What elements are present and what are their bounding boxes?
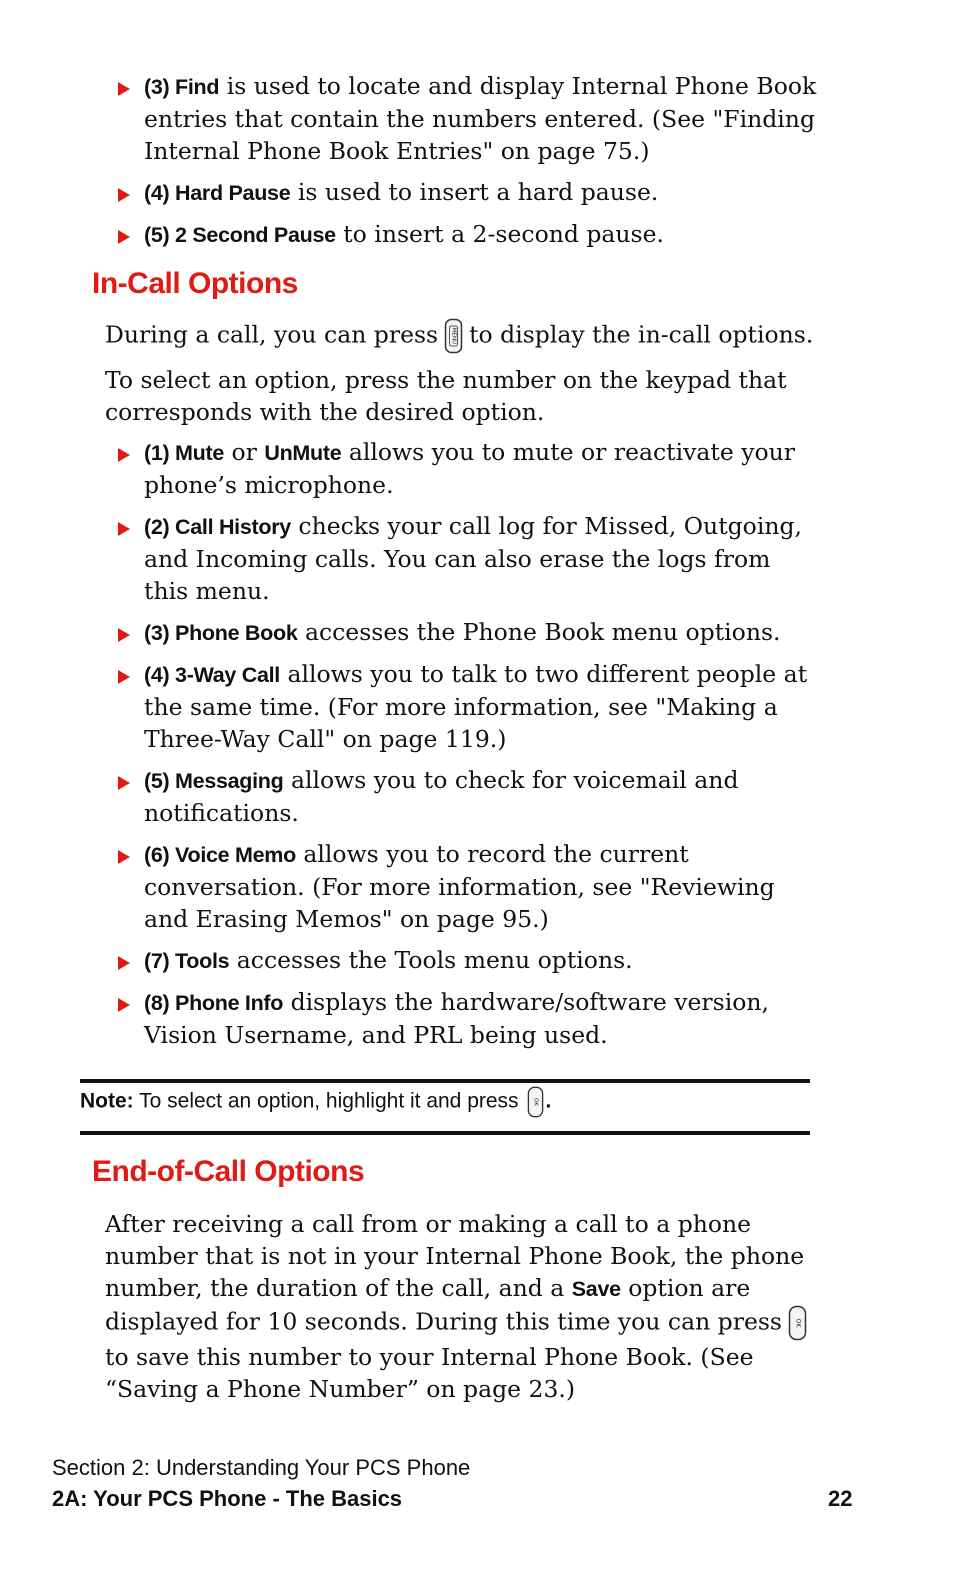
- note-box: [80, 1086, 551, 1118]
- option-description: is used to insert a hard pause.: [290, 178, 659, 206]
- bullet-messaging: [118, 764, 818, 829]
- svg-text:MENU: MENU: [450, 327, 457, 345]
- paragraph-text: to display the in-call options.: [469, 320, 814, 349]
- option-label: (4) 3-Way Call: [144, 663, 280, 687]
- option-description: allows you to talk to two different people at the same time. (For more information, see "Making a Three-Way Call" on page 119.): [144, 660, 808, 753]
- bullet-triangle-icon: [118, 956, 130, 970]
- paragraph-text: to save this number to your Internal Phone Book. (See “Saving a Phone Number” on page 23.): [105, 1343, 754, 1403]
- bullet-triangle-icon: [118, 448, 130, 462]
- option-description: accesses the Tools menu options.: [229, 946, 633, 974]
- option-label: (8) Phone Info: [144, 991, 284, 1015]
- paragraph-text: During a call, you can press: [105, 320, 439, 349]
- option-label: (3) Find: [144, 75, 220, 99]
- option-description: allows you to record the current conversation. (For more information, see "Reviewing and Erasing Memos" on page 95.): [144, 840, 775, 933]
- ok-key-icon: [788, 1305, 807, 1341]
- end-of-call-options-heading: End-of-Call Options: [92, 1155, 365, 1188]
- note-bottom-rule: [80, 1131, 810, 1135]
- in-call-options-heading: In-Call Options: [92, 267, 298, 300]
- bullet-triangle-icon: [118, 998, 130, 1012]
- bullet-phone-book: [118, 616, 818, 649]
- bullet-triangle-icon: [118, 776, 130, 790]
- footer-chapter-title: 2A: Your PCS Phone - The Basics: [52, 1486, 403, 1511]
- option-label: (2) Call History: [144, 515, 291, 539]
- bullet-3-way-call: [118, 658, 818, 755]
- in-call-intro-paragraph: [105, 318, 815, 354]
- bullet-find: [118, 70, 818, 167]
- option-label: (1) Mute: [144, 441, 225, 465]
- option-label: (5) 2 Second Pause: [144, 223, 336, 247]
- option-description: accesses the Phone Book menu options.: [297, 618, 781, 646]
- note-text: To select an option, highlight it and press: [139, 1089, 519, 1113]
- footer-section-title: Section 2: Understanding Your PCS Phone: [52, 1455, 471, 1480]
- bullet-triangle-icon: [118, 670, 130, 684]
- in-call-option-list: [118, 436, 818, 1060]
- paragraph-text: After receiving a call from or making a call to a phone number that is not in your Internal Phone Book, the phone number, the duration of the call, and a: [105, 1210, 805, 1302]
- menu-key-icon: [444, 318, 463, 354]
- option-description: allows you to mute or reactivate your phone’s microphone.: [144, 438, 796, 499]
- svg-text:OK: OK: [794, 1318, 802, 1328]
- bullet-mute: [118, 436, 818, 501]
- option-label: (5) Messaging: [144, 769, 284, 793]
- bullet-2-second-pause: [118, 218, 818, 251]
- option-description: is used to locate and display Internal Phone Book entries that contain the numbers entered. (See "Finding Internal Phone Book Entries" on page 75.): [144, 72, 817, 165]
- option-description: to insert a 2-second pause.: [335, 220, 664, 248]
- bullet-triangle-icon: [118, 82, 130, 96]
- bullet-triangle-icon: [118, 522, 130, 536]
- option-description: displays the hardware/software version, Vision Username, and PRL being used.: [144, 988, 769, 1049]
- svg-text:OK: OK: [532, 1098, 539, 1106]
- bullet-tools: [118, 944, 818, 977]
- ok-key-icon: [527, 1086, 544, 1118]
- option-connector: or: [224, 438, 265, 466]
- bullet-voice-memo: [118, 838, 818, 935]
- bullet-triangle-icon: [118, 850, 130, 864]
- option-label: (6) Voice Memo: [144, 843, 296, 867]
- in-call-select-paragraph: To select an option, press the number on the keypad that corresponds with the desired option.: [105, 366, 787, 426]
- note-period: .: [545, 1089, 552, 1113]
- option-description: checks your call log for Missed, Outgoing, and Incoming calls. You can also erase the logs from this menu.: [144, 512, 802, 605]
- top-bullet-list: [118, 70, 818, 260]
- option-label: (4) Hard Pause: [144, 181, 291, 205]
- end-of-call-paragraph: [105, 1208, 815, 1405]
- page-number: 22: [828, 1486, 853, 1511]
- paragraph-text: option are displayed for 10 seconds. During this time you can press: [105, 1274, 782, 1336]
- option-label: (3) Phone Book: [144, 621, 298, 645]
- option-label: (7) Tools: [144, 949, 230, 973]
- bullet-triangle-icon: [118, 628, 130, 642]
- note-label: Note:: [80, 1089, 134, 1113]
- bullet-hard-pause: [118, 176, 818, 209]
- bullet-triangle-icon: [118, 230, 130, 244]
- option-label: UnMute: [264, 441, 342, 465]
- bullet-phone-info: [118, 986, 818, 1051]
- bullet-call-history: [118, 510, 818, 607]
- save-option-label: Save: [571, 1277, 621, 1301]
- option-description: allows you to check for voicemail and notifications.: [144, 766, 739, 827]
- note-top-rule: [80, 1079, 810, 1083]
- bullet-triangle-icon: [118, 188, 130, 202]
